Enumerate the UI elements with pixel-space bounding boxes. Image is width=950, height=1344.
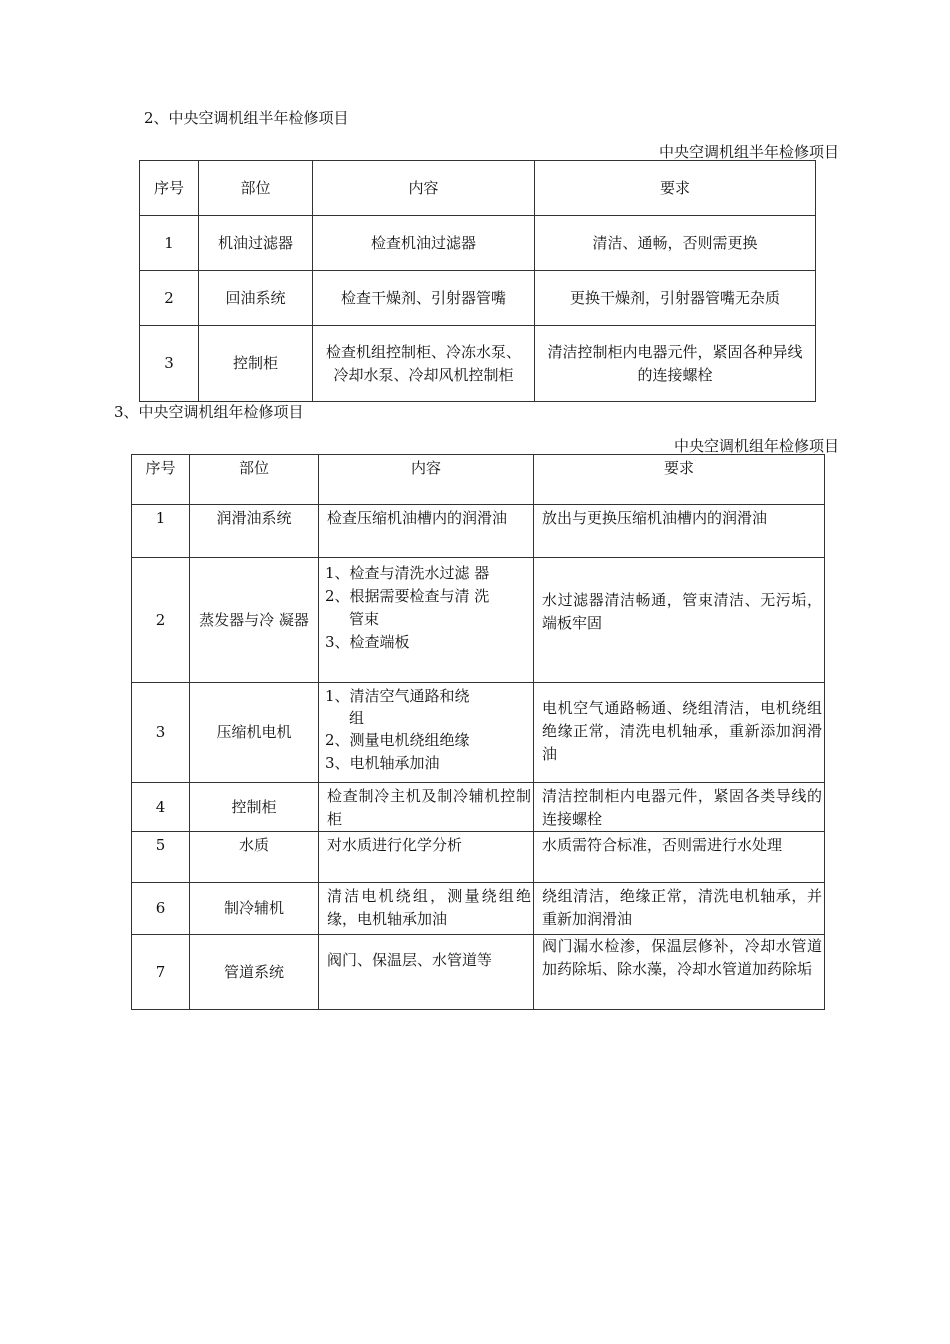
row-part: 水质 bbox=[190, 832, 319, 883]
row-part: 压缩机电机 bbox=[190, 683, 319, 783]
row-requirement: 清洁控制柜内电器元件，紧固各种异线的连接螺栓 bbox=[535, 326, 816, 402]
row-requirement: 绕组清洁，绝缘正常，清洗电机轴承，并重新加润滑油 bbox=[534, 883, 825, 935]
table-row bbox=[140, 216, 816, 271]
header-content: 内容 bbox=[313, 161, 535, 216]
row-requirement: 清洁控制柜内电器元件，紧固各类导线的连接螺栓 bbox=[534, 783, 825, 832]
row-part: 机油过滤器 bbox=[199, 216, 313, 271]
row-requirement: 水过滤器清洁畅通，管束清洁、无污垢，端板牢固 bbox=[534, 558, 825, 683]
list-item: 1、检查与清洗水过滤 器 bbox=[325, 564, 490, 582]
table-row bbox=[132, 935, 825, 1010]
row-requirement: 阀门漏水检渗，保温层修补，冷却水管道加药除垢、除水藻，冷却水管道加药除垢 bbox=[534, 935, 825, 1010]
content-list bbox=[319, 683, 533, 775]
row-part: 控制柜 bbox=[199, 326, 313, 402]
table-row bbox=[132, 883, 825, 935]
row-content: 检查干燥剂、引射器管嘴 bbox=[313, 271, 535, 326]
row-part: 管道系统 bbox=[190, 935, 319, 1010]
table-row bbox=[132, 558, 825, 683]
list-item: 组 bbox=[349, 709, 365, 727]
half-year-maintenance-table bbox=[139, 160, 816, 402]
row-no: 1 bbox=[140, 216, 199, 271]
row-no: 3 bbox=[132, 683, 190, 783]
row-no: 7 bbox=[132, 935, 190, 1010]
header-requirement: 要求 bbox=[534, 455, 825, 505]
list-item: 管束 bbox=[349, 610, 380, 628]
row-content: 检查压缩机油槽内的润滑油 bbox=[319, 505, 534, 558]
row-content: 检查机组控制柜、冷冻水泵、冷却水泵、冷却风机控制柜 bbox=[313, 326, 535, 402]
row-content bbox=[319, 558, 534, 683]
header-part: 部位 bbox=[190, 455, 319, 505]
header-no: 序号 bbox=[140, 161, 199, 216]
header-part: 部位 bbox=[199, 161, 313, 216]
row-requirement: 放出与更换压缩机油槽内的润滑油 bbox=[534, 505, 825, 558]
row-no: 1 bbox=[132, 505, 190, 558]
row-part: 蒸发器与冷 凝器 bbox=[190, 558, 319, 683]
row-no: 5 bbox=[132, 832, 190, 883]
annual-maintenance-table bbox=[131, 454, 825, 1010]
row-no: 3 bbox=[140, 326, 199, 402]
row-content: 阀门、保温层、水管道等 bbox=[319, 935, 534, 1010]
list-item: 1、清洁空气通路和绕 bbox=[325, 687, 470, 705]
section2-table-caption: 中央空调机组半年检修项目 bbox=[658, 143, 839, 161]
content-list bbox=[319, 558, 533, 654]
row-no: 2 bbox=[132, 558, 190, 683]
header-no: 序号 bbox=[132, 455, 190, 505]
section3-heading: 3、中央空调机组年检修项目 bbox=[114, 403, 304, 421]
list-item: 3、电机轴承加油 bbox=[325, 754, 440, 772]
header-requirement: 要求 bbox=[535, 161, 816, 216]
section3-table-caption: 中央空调机组年检修项目 bbox=[673, 437, 839, 455]
row-content: 检查机油过滤器 bbox=[313, 216, 535, 271]
list-item: 2、测量电机绕组绝缘 bbox=[325, 731, 470, 749]
table-row bbox=[132, 505, 825, 558]
row-part: 制冷辅机 bbox=[190, 883, 319, 935]
row-requirement: 水质需符合标准，否则需进行水处理 bbox=[534, 832, 825, 883]
table-header-row bbox=[140, 161, 816, 216]
row-content bbox=[319, 683, 534, 783]
row-requirement: 更换干燥剂，引射器管嘴无杂质 bbox=[535, 271, 816, 326]
row-no: 4 bbox=[132, 783, 190, 832]
row-content: 对水质进行化学分析 bbox=[319, 832, 534, 883]
row-requirement: 清洁、通畅，否则需更换 bbox=[535, 216, 816, 271]
row-no: 6 bbox=[132, 883, 190, 935]
row-requirement: 电机空气通路畅通、绕组清洁，电机绕组绝缘正常，清洗电机轴承，重新添加润滑油 bbox=[534, 683, 825, 783]
table-header-row bbox=[132, 455, 825, 505]
list-item: 2、根据需要检查与清 洗 bbox=[325, 587, 490, 605]
row-part: 回油系统 bbox=[199, 271, 313, 326]
table-row bbox=[132, 683, 825, 783]
table-row bbox=[132, 783, 825, 832]
row-content: 清洁电机绕组，测量绕组绝缘，电机轴承加油 bbox=[319, 883, 534, 935]
table-row bbox=[132, 832, 825, 883]
row-part: 润滑油系统 bbox=[190, 505, 319, 558]
row-no: 2 bbox=[140, 271, 199, 326]
table-row bbox=[140, 271, 816, 326]
header-content: 内容 bbox=[319, 455, 534, 505]
section2-heading: 2、中央空调机组半年检修项目 bbox=[144, 109, 349, 127]
list-item: 3、检查端板 bbox=[325, 633, 410, 651]
table-row bbox=[140, 326, 816, 402]
row-part: 控制柜 bbox=[190, 783, 319, 832]
row-content: 检查制冷主机及制冷辅机控制柜 bbox=[319, 783, 534, 832]
